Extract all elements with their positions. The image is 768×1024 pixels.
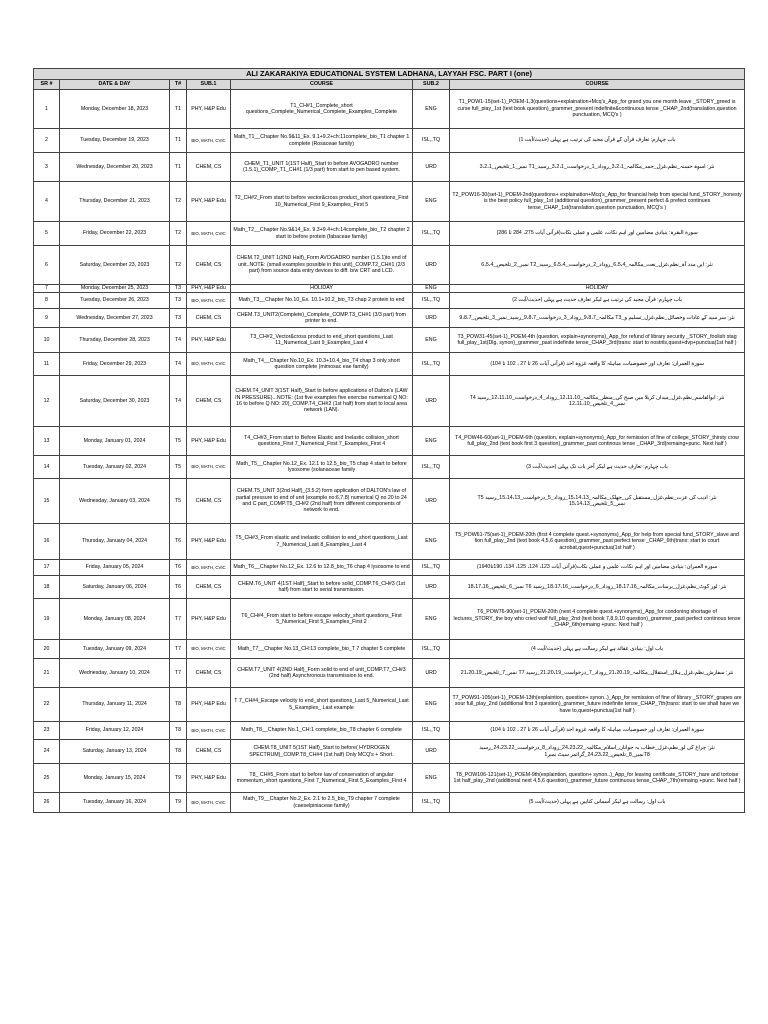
sr-cell: 1 [34,90,60,129]
date-cell: Monday, January 08, 2024 [60,599,170,640]
date-cell: Wednesday, December 27, 2023 [60,309,170,328]
subject-1-cell: PHY, H&P Edu [187,90,231,129]
course-2-cell: نثر: سفارش_نظم،غزل_ہلال_استقلال_مکالمہ_21،20،19_روداد_7_درخواست_21،20،19_رسید T7 نمبر_7_تلخیص_21،20،19 [450,659,745,688]
subject-1-cell: CHEM, CS [187,153,231,182]
course-2-cell: T8_POW106-121(set-1)_POEM-9th(explaintion, question+ synon..)_App_for leaving certificate_STORY_hare and tortoise 1st half_play_2nd (additional next 4,5,6 question)_grammer_future continuous tense_CHAP_7th(remaing +punc. Next half ) [450,764,745,793]
sr-cell: 23 [34,722,60,740]
table-row [34,376,745,427]
course-1-cell: CHEM.T5_UNIT 3(2nd Half)_(3.5.2) form application of DALTON's law of partial pressure to end of unit (example no:6,7,8) numerical Q no 20 to 24 and C part_COMP.T5_CH#2 (2nd half) from different components of network to end. [231,479,413,524]
header-row [34,80,745,90]
table-row [34,764,745,793]
subject-1-cell: PHY, H&P Edu [187,524,231,560]
date-cell: Friday, January 05, 2024 [60,560,170,576]
course-2-cell: نثر: لور کوٹ_نظم،غزل_برسات_مکالمہ_18،17،16_روداد_6_درخواست_18،17،16_رسید T6 نمبر_6_تلخیص_18،17،16 [450,576,745,599]
table-row [34,560,745,576]
subject-2-cell: ISL,,TQ [413,293,450,309]
subject-2-cell: ISL,,TQ [413,722,450,740]
test-number-cell: T7 [170,640,187,659]
course-1-cell: Math_T3__Chapter No.10_Ex. 10.1+10.2_bio_T3 chap 2 protein to end [231,293,413,309]
sr-cell: 25 [34,764,60,793]
test-number-cell: T3 [170,309,187,328]
date-cell: Monday, January 01, 2024 [60,427,170,456]
course-1-cell: Math_T8__Chapter No.1_CH:1 complete_bio_T8 chapter 6 complete [231,722,413,740]
test-number-cell: T6 [170,560,187,576]
course-2-cell: T3_POW31-45(set-1)_POEM-4th (question, explain+synonyms)_App_for refund of library security _STORY_foolish stag full_play_1st(Dlg, synon)_grammer_past indefinite tense_CHAP_3rd(trans: start to nostrils,quest+dvp+punctua(1st half ) [450,328,745,353]
subject-2-cell: ISL,,TQ [413,456,450,479]
course-1-cell: CHEM.T4_UNIT 3(1ST Half)_Start to before applications of Dalton's (LAW IN PRESSURE)...NOTE: (1st five examples five exercise numerical Q NO: 16 to before Q NO: 20)_COMP.T4_CH#2 (1st half) from start to local area network (LAN). [231,376,413,427]
course-1-cell: T8_ CH#5_From start to before law of conservation of angular momentum_short questions_First 7_Numerical_First 5_Examples_First 4 [231,764,413,793]
course-2-cell: نثر: ادیب کی عزت_نظم،غزل_مستقبل کی_جھلک_مکالمہ_15،14،13_روداد_5_درخواست_15،14،13_رسید T5 نمبر_5_تلخیص_15،14،13 [450,479,745,524]
subject-1-cell: BIO, MATH, CVIC [187,560,231,576]
course-1-cell: T1_CH#1_Complete_short questions_Complete_Numerical_Complete_Examples_Complete [231,90,413,129]
subject-2-cell: ENG [413,285,450,293]
sr-cell: 13 [34,427,60,456]
date-cell: Thursday, December 28, 2023 [60,328,170,353]
table-row [34,479,745,524]
table-row [34,640,745,659]
subject-1-cell: BIO, MATH, CVIC [187,222,231,246]
header-course-1: COURSE [231,80,413,90]
course-1-cell: CHEM_T1_UNIT 1(1ST Half)_Start to before AVOGADRO number (1.5.1)_COMP_T1_CH#1 (1/3 part) from start to pen based system. [231,153,413,182]
table-row [34,129,745,153]
subject-1-cell: BIO, MATH, CVIC [187,456,231,479]
course-1-cell: CHEM.T3_UNIT2(Complete)_Complete_COMP.T3_CH#1 (3/3 part) from printer to end. [231,309,413,328]
date-cell: Thursday, December 21, 2023 [60,182,170,222]
sr-cell: 16 [34,524,60,560]
date-cell: Saturday, January 13, 2024 [60,740,170,764]
sr-cell: 10 [34,328,60,353]
course-1-cell: T 7_CH#4_Escape velocity to end_short questions_Last 5_Numerical_Last 5_Examples_ Last example [231,688,413,722]
course-2-cell: نثر: ایں مدد آہ_نظم،غزل_نعت_مکالمہ_6،5،4_روداد_2_درخواست_6،5،4_رسید_T2 نمبر_2_تلخیص_6،5،4 [450,246,745,285]
subject-1-cell: PHY, H&P Edu [187,285,231,293]
date-cell: Tuesday, December 19, 2023 [60,129,170,153]
date-cell: Friday, December 29, 2023 [60,353,170,376]
date-cell: Monday, January 15, 2024 [60,764,170,793]
test-number-cell: T9 [170,764,187,793]
table-row [34,182,745,222]
subject-2-cell: URD [413,309,450,328]
subject-1-cell: BIO, MATH, CVIC [187,640,231,659]
course-2-cell: باب چہارم: تعارف قرآن کے قرآن مجید کی ترتیب ہے پہلی (حدیث/آیت 1) [450,129,745,153]
course-2-cell: باب اول: رسالت ہے لیکر آسمانی کتابیں ہے پہلی (حدیث/آیت 5) [450,793,745,813]
course-1-cell: CHEM.T6_UNIT 4(1ST Half)_Start to before solid_COMP.T6_CH#3 (1st half) from start to serial transmission. [231,576,413,599]
table-row [34,353,745,376]
course-1-cell: Math_T7__Chapter No.13_CH:13 complete_bio_T 7 chapter 5 complete [231,640,413,659]
test-number-cell: T5 [170,427,187,456]
subject-2-cell: ISL,,TQ [413,129,450,153]
subject-1-cell: PHY, H&P Edu [187,599,231,640]
table-row [34,722,745,740]
sr-cell: 21 [34,659,60,688]
sr-cell: 18 [34,576,60,599]
test-number-cell: T8 [170,722,187,740]
course-1-cell: Math_T9__Chapter No.2_Ex. 2.1 to 2.5_bio_T9 chapter 7 complete (caeselpiniaceae family) [231,793,413,813]
sr-cell: 8 [34,293,60,309]
course-2-cell: T6_POW76-90(set-1)_POEM-20th (next 4 complete quest.+synonyms)_App_for condoning shortage of lectures_STORY_the boy who cried wolf full_play_2nd (text book 7,8,9,10 question)_grammer_past perfect continous tense _CHAP_6th(remaing +punc. Next half ) [450,599,745,640]
course-1-cell: HOLIDAY [231,285,413,293]
table-body [34,90,745,813]
subject-2-cell: URD [413,246,450,285]
header-subject-1: SUB.1 [187,80,231,90]
sr-cell: 4 [34,182,60,222]
subject-1-cell: CHEM, CS [187,479,231,524]
header-test-number: T# [170,80,187,90]
sr-cell: 9 [34,309,60,328]
sr-cell: 20 [34,640,60,659]
course-1-cell: Math_T1__Chapter No.9&11_Ex. 9.1+9.2+ch:11complete_bio_T1 chapter 1 complete (Rosaceae family) [231,129,413,153]
subject-2-cell: ISL,,TQ [413,560,450,576]
date-cell: Saturday, December 23, 2023 [60,246,170,285]
test-number-cell: T1 [170,153,187,182]
test-number-cell: T5 [170,479,187,524]
table-row [34,793,745,813]
table-row [34,456,745,479]
sr-cell: 17 [34,560,60,576]
table-row [34,740,745,764]
course-1-cell: CHEM.T2_UNIT 1(2ND Half)_Form AVOGADRO number (1.5.1)to end of unit..NOTE: (small examples possible in this unit)_COMP.T2_CH#1 (2/3 part) from source data entry devices to diff. b/w CRT and LCD. [231,246,413,285]
date-cell: Wednesday, December 20, 2023 [60,153,170,182]
date-cell: Tuesday, December 26, 2023 [60,293,170,309]
course-2-cell: سورة العمران: تعارف اور خصوصیات، مباہلہ کا واقعہ غزوہ احد (قرآنی آیات 26 تا 27 ، 102 تا 104) [450,353,745,376]
test-number-cell: T5 [170,456,187,479]
sr-cell: 15 [34,479,60,524]
subject-1-cell: PHY, H&P Edu [187,688,231,722]
test-number-cell: T7 [170,659,187,688]
course-2-cell: T7_POW91-105(set-1)_POEM-13th(explaintion, question+ synon..)_App_for remission of fine of library _STORY_grapes are sour full_play_2nd (additional first 3 question)_grammer_future indefinite tense_CHAP_7th(trans: start to we shall have we have to,quest+punctua(1st half ) [450,688,745,722]
table-row [34,659,745,688]
sr-cell: 3 [34,153,60,182]
sr-cell: 14 [34,456,60,479]
subject-2-cell: ENG [413,764,450,793]
subject-2-cell: URD [413,659,450,688]
subject-2-cell: ENG [413,524,450,560]
schedule-sheet [33,68,744,813]
table-row [34,427,745,456]
date-cell: Monday, December 25, 2023 [60,285,170,293]
course-2-cell: باب چہارم: تعارف حدیث ہے لیکر آخر باب تک پہلی (حدیث/آیت 3) [450,456,745,479]
test-number-cell: T2 [170,246,187,285]
subject-2-cell: ENG [413,427,450,456]
subject-1-cell: PHY, H&P Edu [187,328,231,353]
course-1-cell: Math_T6__Chapter No.12_Ex. 12.6 to 12.8_bio_T6 chap 4 lysosome to end [231,560,413,576]
date-cell: Saturday, January 06, 2024 [60,576,170,599]
course-2-cell: سورة البقرہ: بنیادی مضامین اور اہم نکات، علمی و عملی نکات(قرآنی آیات 275، 284 تا 286) [450,222,745,246]
subject-2-cell: URD [413,376,450,427]
test-number-cell: T6 [170,576,187,599]
test-number-cell: T3 [170,293,187,309]
sr-cell: 7 [34,285,60,293]
subject-1-cell: CHEM, CS [187,309,231,328]
test-number-cell: T8 [170,740,187,764]
course-2-cell: نثر: چراغ کی لو_نظم،غزل_خطاب بہ جوانان_اسلام_مکالمہ_24،23،22_روداد_8_درخواست_24،23،22_رسید T8نمبر_8_تلخیص_24،23،22_گرائمر سیٹ نمبر1 [450,740,745,764]
course-1-cell: T5_CH#3_From elastic and inelastic collision to end_short questions_Last 7_Numerical_Last 8_Examples_Last 4 [231,524,413,560]
test-number-cell: T1 [170,90,187,129]
test-number-cell: T2 [170,222,187,246]
date-cell: Saturday, December 30, 2023 [60,376,170,427]
subject-2-cell: ISL,,TQ [413,353,450,376]
test-number-cell: T4 [170,328,187,353]
sr-cell: 2 [34,129,60,153]
subject-1-cell: BIO, MATH, CVIC [187,293,231,309]
sr-cell: 26 [34,793,60,813]
course-2-cell: نثر: ابوالقاسم_نظم،غزل_میدان کربلا میں صبح کی_منظر_مکالمہ_12،11،10_روداد_4_درخواست_12،11،10_رسید T4 نمبر_4_تلخیص_12،11،10 [450,376,745,427]
subject-1-cell: CHEM, CS [187,576,231,599]
header-sr: SR # [34,80,60,90]
subject-1-cell: PHY, H&P Edu [187,427,231,456]
course-2-cell: سورة العمران: تعارف اور خصوصیات، مباہلہ کا واقعہ غزوہ احد (قرآنی آیات 26 تا 27 ، 102 تا 104) [450,722,745,740]
table-row [34,246,745,285]
subject-2-cell: URD [413,479,450,524]
test-number-cell: T9 [170,793,187,813]
date-cell: Tuesday, January 09, 2024 [60,640,170,659]
test-number-cell: T7 [170,599,187,640]
table-row [34,599,745,640]
date-cell: Monday, December 18, 2023 [60,90,170,129]
table-row [34,688,745,722]
table-title: ALI ZAKARAKIYA EDUCATIONAL SYSTEM LADHANA, LAYYAH FSC. PART I (one) [34,69,745,80]
date-cell: Tuesday, January 02, 2024 [60,456,170,479]
test-number-cell: T8 [170,688,187,722]
subject-2-cell: URD [413,576,450,599]
course-1-cell: T4_CH#3_From start to Before Elastic and Inelastic collision_short questions_First 7_Numerical_First 7_Examples_First 4 [231,427,413,456]
course-1-cell: T3_CH#2_Vector&cross product to end_short questions_Last 11_Numerical_Last 9_Examples_Last 4 [231,328,413,353]
subject-1-cell: CHEM, CS [187,740,231,764]
sr-cell: 24 [34,740,60,764]
subject-2-cell: ISL,,TQ [413,640,450,659]
table-row [34,90,745,129]
subject-2-cell: URD [413,740,450,764]
course-2-cell: باب اول: بنیادی عقائد ہے لیکر رسالت ہے پہلی (حدیث/آیت 4) [450,640,745,659]
course-1-cell: T6_CH#4_From start to before escape velocity_short questions_First 5_Numerical_First 5_Examples_First 2 [231,599,413,640]
subject-2-cell: ISL,,TQ [413,793,450,813]
subject-1-cell: CHEM, CS [187,659,231,688]
subject-1-cell: PHY, H&P Edu [187,764,231,793]
date-cell: Friday, December 22, 2023 [60,222,170,246]
sr-cell: 5 [34,222,60,246]
sr-cell: 12 [34,376,60,427]
course-1-cell: T2_CH#2_From start to before vector&cross product_short questions_First 10_Numerical_First 9_Examples_First 5 [231,182,413,222]
subject-2-cell: ENG [413,182,450,222]
header-course-2: COURSE [450,80,745,90]
course-1-cell: Math_T4__Chapter No.10_Ex. 10.3+10.4_bio_T4 chap 3 only short question complete (mimosac eae family) [231,353,413,376]
subject-2-cell: ENG [413,90,450,129]
subject-1-cell: CHEM, CS [187,376,231,427]
course-2-cell: T2_POW16-30(set-1)_POEM-2nd(questions+ explaination+Mcq's_App_for financial help from special fund_STORY_honesty is the best policy full_play_1st (additional question)_grammer_present perfect & prefect continues tense_CHAP_1st(translation,question punctuation, MCQ's ) [450,182,745,222]
subject-2-cell: ENG [413,688,450,722]
subject-2-cell: URD [413,153,450,182]
date-cell: Friday, January 12, 2024 [60,722,170,740]
course-1-cell: CHEM.T8_UNIT 5(1ST Half)_Start to before( HYDROGEN SPECTRUM)_COMP.T8_CH#4 (1st half) Only MCQ's + Short. [231,740,413,764]
test-number-cell: T6 [170,524,187,560]
subject-1-cell: BIO, MATH, CVIC [187,353,231,376]
date-cell: Tuesday, January 16, 2024 [60,793,170,813]
header-date: DATE & DAY [60,80,170,90]
course-2-cell: نثر: اسوہ حسنہ_نظم،غزل_حمد_مکالمہ_3،2،1_روداد_1_درخواست_3،2،1_رسید_T1 نمبر_1_تلخیص_3،2،1 [450,153,745,182]
subject-2-cell: ISL,,TQ [413,222,450,246]
test-number-cell: T4 [170,353,187,376]
course-2-cell: T1_POW1-15(set-1)_POEM-1,3(questions+explaination+Mcq's_App_for grand you one month leave _STORY_greed is curse full_play_1st (text book question)_grammer_present indefinite&continuous tense _CHAP_2nd(translation,question punctuation, MCQ's ) [450,90,745,129]
subject-1-cell: BIO, MATH, CVIC [187,793,231,813]
date-cell: Wednesday, January 10, 2024 [60,659,170,688]
subject-2-cell: ENG [413,599,450,640]
course-1-cell: CHEM.T7_UNIT 4(2ND Half)_Form solid to end of unit_COMP.T7_CH#3 (2nd half) Asynchronous transmission to end. [231,659,413,688]
test-number-cell: T1 [170,129,187,153]
schedule-table [33,68,745,813]
table-row [34,576,745,599]
course-2-cell: باب چہارم: قرآن مجید کی ترتیب ہے لیکر تعارف حدیث ہے پہلی (حدیث/آیت 2) [450,293,745,309]
course-2-cell: نثر: سر سید کے عادات وخصائل_نظم،غزل_تسلیم و_T3 مکالمہ_9،8،7_روداد_3_درخواست_9،8،7_رسید_نمبر_3_تلخیص_9،8،7 [450,309,745,328]
subject-1-cell: BIO, MATH, CVIC [187,722,231,740]
table-row [34,293,745,309]
table-row [34,222,745,246]
course-2-cell: سورة العمران: بنیادی مضامین اور اہم نکات، علمی و عملی نکات(قرآنی آیات 123، 124، 125، 134، 190تا1940) [450,560,745,576]
table-row [34,153,745,182]
sr-cell: 6 [34,246,60,285]
test-number-cell: T3 [170,285,187,293]
table-row [34,309,745,328]
sr-cell: 11 [34,353,60,376]
sr-cell: 22 [34,688,60,722]
course-2-cell: HOLIDAY [450,285,745,293]
course-1-cell: Math_T2__Chapter No.9&14_Ex. 9.3+9.4+ch:14complete_bio_T2 chapter 2 start to before protein (fabaceae family) [231,222,413,246]
header-subject-2: SUB.2 [413,80,450,90]
course-1-cell: Math_T5__Chapter No.12_Ex. 12.1 to 12.5_bio_T5 chap 4 start to before lysosome (solanaceae family [231,456,413,479]
subject-1-cell: BIO, MATH, CVIC [187,129,231,153]
subject-1-cell: CHEM, CS [187,246,231,285]
date-cell: Thursday, January 11, 2024 [60,688,170,722]
course-2-cell: T5_POW61-75(set-1)_POEM-20th (first 4 complete quest.+synonyms)_App_for help from special fund_STORY_slave and lion full_play_2nd (text book 4,5,6 question)_grammer_past perfect tense _CHAP_6th(trans: start to court acrobat,quest+punctua(1st half ) [450,524,745,560]
table-row [34,285,745,293]
sr-cell: 19 [34,599,60,640]
subject-1-cell: PHY, H&P Edu [187,182,231,222]
date-cell: Thursday, January 04, 2024 [60,524,170,560]
test-number-cell: T2 [170,182,187,222]
table-row [34,524,745,560]
table-row [34,328,745,353]
subject-2-cell: ENG [413,328,450,353]
date-cell: Wednesday, January 03, 2024 [60,479,170,524]
course-2-cell: T4_POW46-60(set-1)_POEM-6th (question, explain+synonyms)_App_for remission of fine of college_STORY_thirsty crow full_play_2nd (text book first 3 question)_grammer_past continous tense _CHAP_3rd(remaing+punc. Next half ) [450,427,745,456]
test-number-cell: T4 [170,376,187,427]
